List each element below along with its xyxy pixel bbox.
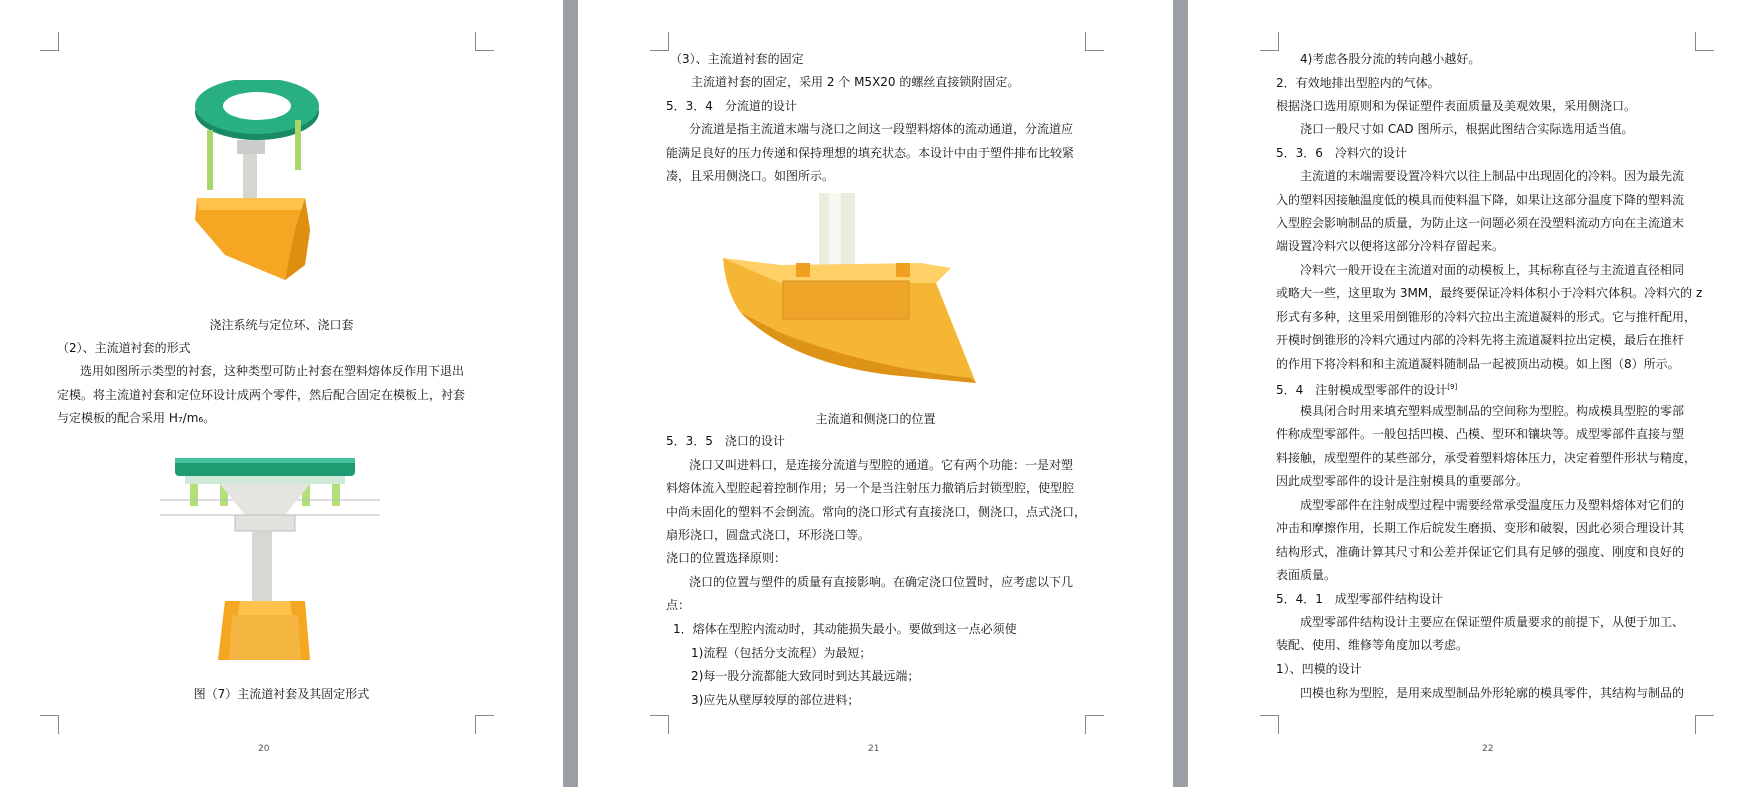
- body-line: 形式有多种，这里采用倒锥形的冷料穴拉出主流道凝料的形式。它与推杆配用，: [1276, 310, 1697, 324]
- body-line: 入型腔会影响制品的质量，为防止这一问题必须在没塑料流动方向在主流道末: [1276, 216, 1685, 230]
- body-line: 选用如图所示类型的衬套，这种类型可防止衬套在塑料熔体反作用下退出: [80, 364, 465, 378]
- list-item: 1)流程（包括分支流程）为最短；: [691, 646, 872, 660]
- body-line: 浇口的位置与塑件的质量有直接影响。在确定浇口位置时，应考虑以下几: [689, 575, 1074, 589]
- body-line: 入的塑料因接触温度低的模具而使料温下降，如果让这部分温度下降的塑料流: [1276, 193, 1685, 207]
- citation-superscript: [9]: [1447, 383, 1458, 391]
- body-line: 表面质量。: [1276, 568, 1337, 582]
- page-21: [578, 0, 1173, 787]
- body-line: 端设置冷料穴以便将这部分冷料存留起来。: [1276, 239, 1505, 253]
- section-heading: 5．3．6 冷料穴的设计: [1276, 146, 1407, 160]
- body-line: 扇形浇口，圆盘式浇口，环形浇口等。: [666, 528, 871, 542]
- body-line: 浇口的位置选择原则：: [666, 551, 787, 565]
- body-line: 定模。将主流道衬套和定位环设计成两个零件，然后配合固定在模板上，衬套: [57, 388, 466, 402]
- body-line: 成型零部件在注射成型过程中需要经常承受温度压力及塑料熔体对它们的: [1300, 498, 1685, 512]
- heading: 1）、凹模的设计: [1276, 662, 1362, 676]
- crop-mark: [475, 715, 494, 734]
- crop-mark: [1085, 715, 1104, 734]
- body-line: 浇口一般尺寸如 CAD 图所示，根据此图结合实际选用适当值。: [1300, 122, 1634, 136]
- body-line: 成型零部件结构设计主要应在保证塑件质量要求的前提下，从便于加工、: [1300, 615, 1685, 629]
- section-heading: 5．3．5 浇口的设计: [666, 434, 785, 448]
- body-line: 与定模板的配合采用 H₇/m₆。: [57, 411, 216, 425]
- heading: （2）、主流道衬套的形式: [57, 341, 191, 355]
- section-heading: 5．3．4 分流道的设计: [666, 99, 797, 113]
- body-line: 中尚未固化的塑料不会倒流。常向的浇口形式有直接浇口，侧浇口，点式浇口，: [666, 505, 1087, 519]
- page-number: 20: [258, 744, 270, 754]
- body-line: 模具闭合时用来填充塑料成型制品的空间称为型腔。构成模具型腔的零部: [1300, 404, 1685, 418]
- body-line: 结构形式，准确计算其尺寸和公差并保证它们具有足够的强度、刚度和良好的: [1276, 545, 1685, 559]
- page-number: 21: [868, 744, 880, 754]
- figure-sprue-bushing: [160, 455, 380, 670]
- figure-runner-gate: [721, 193, 991, 388]
- crop-mark: [1695, 715, 1714, 734]
- body-line: 主流道的末端需要设置冷料穴以往上制品中出现固化的冷料。因为最先流: [1300, 169, 1685, 183]
- body-line: 料接触，成型塑件的某些部分，承受着塑料熔体压力，决定着塑件形状与精度，: [1276, 451, 1697, 465]
- page-20: [0, 0, 563, 787]
- crop-mark: [1260, 715, 1279, 734]
- body-line: 因此成型零部件的设计是注射模具的重要部分。: [1276, 474, 1529, 488]
- body-line: 件称成型零部件。一般包括凹模、凸模、型环和镶块等。成型零部件直接与塑: [1276, 427, 1685, 441]
- body-line: 能满足良好的压力传递和保持理想的填充状态。本设计中由于塑件排布比较紧: [666, 146, 1075, 160]
- body-line: 分流道是指主流道末端与浇口之间这一段塑料熔体的流动通道，分流道应: [689, 122, 1074, 136]
- figure-caption: 浇注系统与定位环、浇口套: [209, 318, 354, 332]
- crop-mark: [1085, 32, 1104, 51]
- body-line: 的作用下将冷料和和主流道凝料随制品一起被顶出动模。如上图（8）所示。: [1276, 357, 1680, 371]
- crop-mark: [40, 32, 59, 51]
- list-item: 1．熔体在型腔内流动时，其动能损失最小。要做到这一点必须使: [673, 622, 1017, 636]
- crop-mark: [1695, 32, 1714, 51]
- crop-mark: [1260, 32, 1279, 51]
- body-line: 凹模也称为型腔，是用来成型制品外形轮廓的模具零件，其结构与制品的: [1300, 686, 1685, 700]
- list-item: 4)考虑各股分流的转向越小越好。: [1300, 52, 1481, 66]
- body-line: 浇口又叫进料口，是连接分流道与型腔的通道。它有两个功能：一是对塑: [689, 458, 1074, 472]
- body-line: 主流道衬套的固定，采用 2 个 M5X20 的螺丝直接锁附固定。: [691, 75, 1020, 89]
- list-item: 3)应先从壁厚较厚的部位进料；: [691, 693, 860, 707]
- section-heading: [1276, 380, 1457, 397]
- body-line: 根据浇口选用原则和为保证塑件表面质量及美观效果，采用侧浇口。: [1276, 99, 1637, 113]
- body-line: 装配、使用、维修等角度加以考虑。: [1276, 638, 1469, 652]
- section-heading: 5．4．1 成型零部件结构设计: [1276, 592, 1443, 606]
- body-line: 或略大一些，这里取为 3MM，最终要保证冷料体积小于冷料穴体积。冷料穴的 z: [1276, 286, 1703, 300]
- figure-caption: 主流道和侧浇口的位置: [815, 412, 936, 426]
- section-heading-text: 5．4 注射模成型零部件的设计: [1276, 383, 1448, 397]
- crop-mark: [650, 715, 669, 734]
- body-line: 冷料穴一般开设在主流道对面的动模板上，其标称直径与主流道直径相同: [1300, 263, 1685, 277]
- body-line: 冲击和摩擦作用，长期工作后皖发生磨损、变形和破裂，因此必须合理设计其: [1276, 521, 1685, 535]
- page-number: 22: [1482, 744, 1494, 754]
- crop-mark: [40, 715, 59, 734]
- list-item: 2)每一股分流都能大致同时到达其最远端；: [691, 669, 920, 683]
- body-line: 凑，且采用侧浇口。如图所示。: [666, 169, 835, 183]
- figure-caption: 图（7）主流道衬套及其固定形式: [193, 687, 370, 701]
- page-22: [1188, 0, 1764, 787]
- crop-mark: [475, 32, 494, 51]
- figure-gating-system: [185, 80, 335, 280]
- list-item: 2．有效地排出型腔内的气体。: [1276, 76, 1440, 90]
- body-line: 开模时倒锥形的冷料穴通过内部的冷料先将主流道凝料拉出定模，最后在推杆: [1276, 333, 1685, 347]
- crop-mark: [650, 32, 669, 51]
- heading: （3）、主流道衬套的固定: [670, 52, 804, 66]
- body-line: 点：: [666, 598, 691, 612]
- body-line: 料熔体流入型腔起着控制作用；另一个是当注射压力撤销后封锁型腔，使型腔: [666, 481, 1075, 495]
